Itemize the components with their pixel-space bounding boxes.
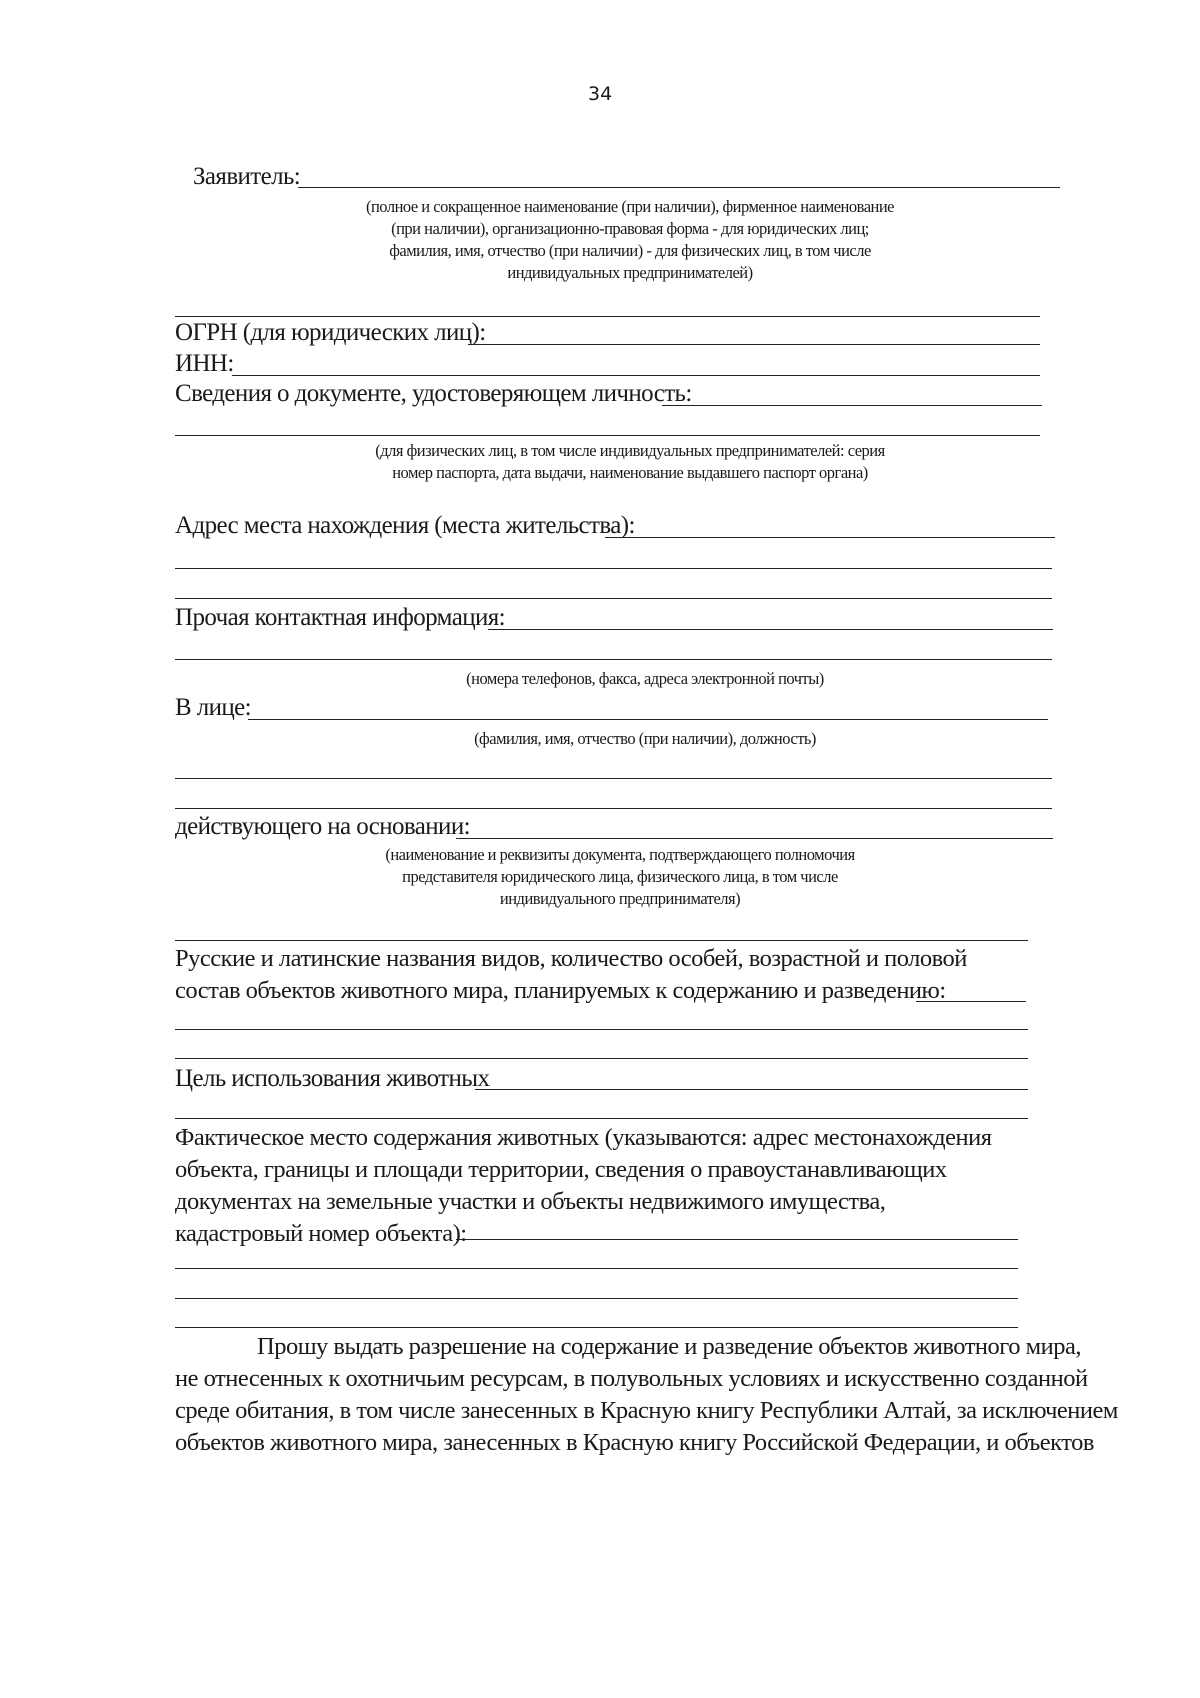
represented-by-field-3[interactable] [175, 808, 1052, 809]
contacts-field-2[interactable] [175, 659, 1052, 660]
inn-label: ИНН: [175, 350, 234, 377]
species-field[interactable] [916, 1001, 1026, 1002]
species-text: Русские и латинские названия видов, количество особей, возрастной и половой состав объектов животного мира, планируемых к содержанию и разведению: [175, 945, 967, 1004]
address-label: Адрес места нахождения (места жительства): [175, 512, 635, 539]
applicant-label: Заявитель: [193, 163, 301, 190]
address-field-2[interactable] [175, 568, 1052, 569]
purpose-label: Цель использования животных [175, 1065, 490, 1092]
purpose-field-2[interactable] [175, 1118, 1028, 1119]
contacts-field[interactable] [488, 629, 1053, 630]
id-document-label: Сведения о документе, удостоверяющем личность: [175, 380, 692, 407]
basis-label: действующего на основании: [175, 813, 470, 840]
location-field-2[interactable] [175, 1268, 1018, 1269]
basis-note: (наименование и реквизиты документа, подтверждающего полномочия представителя юридического лица, физического лица, в том числе индивидуального предпринимателя) [385, 845, 855, 908]
applicant-note: (полное и сокращенное наименование (при наличии), фирменное наименование (при наличии), организационно-правовая форма - для юридических лиц; фамилия, имя, отчество (при наличии) - для физических лиц, в том числе индивидуальных предпринимателей) [365, 197, 894, 282]
address-field-3[interactable] [175, 598, 1052, 599]
represented-by-label: В лице: [175, 694, 252, 721]
location-text: Фактическое место содержания животных (указываются: адрес местонахождения объекта, границы и площади территории, сведения о правоустанавливающих документах на земельные участки и объекты недвижимого имущества, кадастровый номер объекта): [175, 1124, 992, 1247]
id-document-field-2[interactable] [175, 435, 1040, 436]
contacts-note: (номера телефонов, факса, адреса электронной почты) [466, 669, 824, 688]
address-field[interactable] [605, 537, 1055, 538]
represented-by-field-2[interactable] [175, 778, 1052, 779]
location-field-3[interactable] [175, 1298, 1018, 1299]
location-field[interactable] [456, 1239, 1018, 1240]
id-document-field[interactable] [662, 405, 1042, 406]
applicant-field[interactable] [298, 187, 1060, 188]
basis-field[interactable] [456, 838, 1053, 839]
ogrn-label: ОГРН (для юридических лиц): [175, 319, 486, 346]
inn-field[interactable] [232, 375, 1040, 376]
basis-field-2[interactable] [175, 940, 1028, 941]
page-number: 34 [588, 83, 613, 105]
purpose-field[interactable] [475, 1089, 1028, 1090]
represented-by-field[interactable] [248, 719, 1048, 720]
species-field-2[interactable] [175, 1029, 1028, 1030]
request-paragraph: Прошу выдать разрешение на содержание и разведение объектов животного мира, не отнесенных к охотничьим ресурсам, в полувольных условиях и искусственно созданной среде обитания, в том числе занесенных в Красную книгу Республики Алтай, за исключением объектов животного мира, занесенных в Красную книгу Российской Федерации, и объектов [175, 1333, 1118, 1456]
ogrn-field[interactable] [468, 344, 1040, 345]
id-document-note: (для физических лиц, в том числе индивидуальных предпринимателей: серия номер паспорта, дата выдачи, наименование выдавшего паспорт органа) [375, 441, 885, 482]
contacts-label: Прочая контактная информация: [175, 604, 506, 631]
applicant-field-2[interactable] [175, 316, 1040, 317]
location-field-4[interactable] [175, 1327, 1018, 1328]
species-field-3[interactable] [175, 1058, 1028, 1059]
represented-by-note: (фамилия, имя, отчество (при наличии), должность) [474, 729, 816, 748]
